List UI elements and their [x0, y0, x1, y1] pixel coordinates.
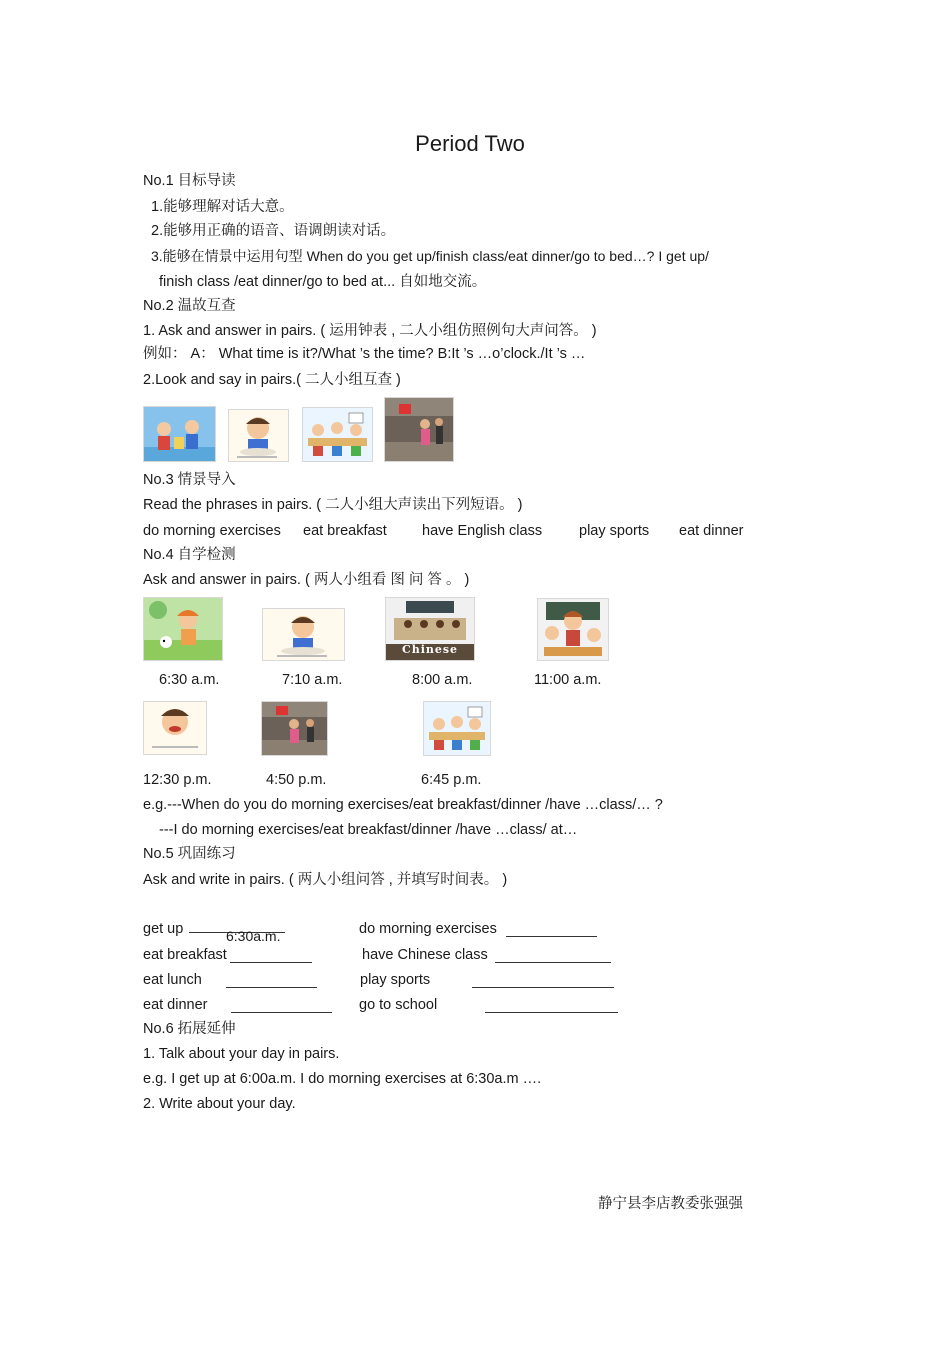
section-2-question-2: 2.Look and say in pairs.( 二人小组互查 )	[143, 372, 401, 388]
objective-1: 1.能够理解对话大意。	[151, 199, 294, 215]
sports-photo	[261, 701, 328, 756]
page-title: Period Two	[415, 131, 525, 156]
example-answer: ---I do morning exercises/eat breakfast/dinner /have …class/ at…	[159, 822, 578, 838]
phrase: have English class	[422, 523, 543, 539]
timetable-activity: eat breakfast	[143, 947, 227, 963]
time-label: 6:30 a.m.	[159, 672, 220, 688]
section-5-heading: No.5 巩固练习	[143, 846, 236, 862]
objective-3-line-2: finish class /eat dinner/go to bed at... 自如地交流。	[159, 274, 487, 290]
time-label: 4:50 p.m.	[266, 772, 327, 788]
exercise-picture	[143, 406, 216, 462]
timetable-activity: eat lunch	[143, 972, 202, 988]
breakfast-picture	[228, 409, 289, 462]
phrase: play sports	[579, 523, 650, 539]
objective-2: 2.能够用正确的语音、语调朗读对话。	[151, 223, 396, 239]
eating-boy-picture	[143, 701, 207, 755]
objective-3-line-1: 3.能够在情景中运用句型 When do you get up/finish class/eat dinner/go to bed…? I get up/	[151, 248, 709, 264]
section-3-heading: No.3 情景导入	[143, 472, 236, 488]
morning-exercise-picture	[143, 597, 223, 661]
section-6-example: e.g. I get up at 6:00a.m. I do morning exercises at 6:30a.m ….	[143, 1071, 542, 1087]
section-2-example: 例如： A： What time is it?/What ’s the time? B:It ’s …o’clock./It ’s …	[143, 346, 586, 362]
time-label: 7:10 a.m.	[282, 672, 343, 688]
section-2-question-1: 1. Ask and answer in pairs. ( 运用钟表 , 二人小组仿照例句大声问答。 )	[143, 323, 597, 339]
timetable-activity: have Chinese class	[362, 947, 488, 963]
answer-blank[interactable]	[495, 962, 611, 963]
section-6-item-2: 2. Write about your day.	[143, 1096, 296, 1112]
phrase: eat dinner	[679, 523, 744, 539]
section-5-instruction: Ask and write in pairs. ( 两人小组问答 , 并填写时间表。 )	[143, 872, 508, 888]
timetable-activity: go to school	[359, 997, 438, 1013]
sports-photo	[384, 397, 454, 462]
timetable-activity: play sports	[360, 972, 431, 988]
answer-blank[interactable]	[506, 936, 597, 937]
filled-answer: 6:30a.m.	[226, 928, 281, 944]
section-2-heading: No.2 温故互查	[143, 298, 236, 314]
chinese-class-picture	[385, 597, 475, 661]
time-label: 8:00 a.m.	[412, 672, 473, 688]
section-6-item-1: 1. Talk about your day in pairs.	[143, 1046, 340, 1062]
section-1-heading: No.1 目标导读	[143, 173, 236, 189]
timetable-activity: do morning exercises	[359, 921, 497, 937]
timetable-activity: get up	[143, 921, 184, 937]
answer-blank[interactable]	[231, 1012, 332, 1013]
answer-blank[interactable]	[226, 987, 317, 988]
phrase: eat breakfast	[303, 523, 387, 539]
example-question: e.g.---When do you do morning exercises/eat breakfast/dinner /have …class/… ?	[143, 797, 663, 813]
dinner-picture	[423, 701, 491, 756]
section-4-instruction: Ask and answer in pairs. ( 两人小组看 图 问 答 。 )	[143, 572, 470, 588]
answer-blank[interactable]	[472, 987, 614, 988]
section-6-heading: No.6 拓展延伸	[143, 1021, 236, 1037]
author-credit: 静宁县李店教委张强强	[598, 1196, 743, 1212]
answer-blank[interactable]	[230, 962, 312, 963]
class-picture	[302, 407, 373, 462]
lunch-picture	[537, 598, 609, 661]
timetable-activity: eat dinner	[143, 997, 208, 1013]
chinese-label: Chinese	[401, 643, 459, 656]
time-label: 12:30 p.m.	[143, 772, 212, 788]
phrase: do morning exercises	[143, 523, 281, 539]
time-label: 6:45 p.m.	[421, 772, 482, 788]
time-label: 11:00 a.m.	[534, 672, 602, 688]
section-3-instruction: Read the phrases in pairs. ( 二人小组大声读出下列短语。 )	[143, 497, 523, 513]
breakfast-picture	[262, 608, 345, 661]
section-4-heading: No.4 自学检测	[143, 547, 236, 563]
answer-blank[interactable]	[485, 1012, 618, 1013]
